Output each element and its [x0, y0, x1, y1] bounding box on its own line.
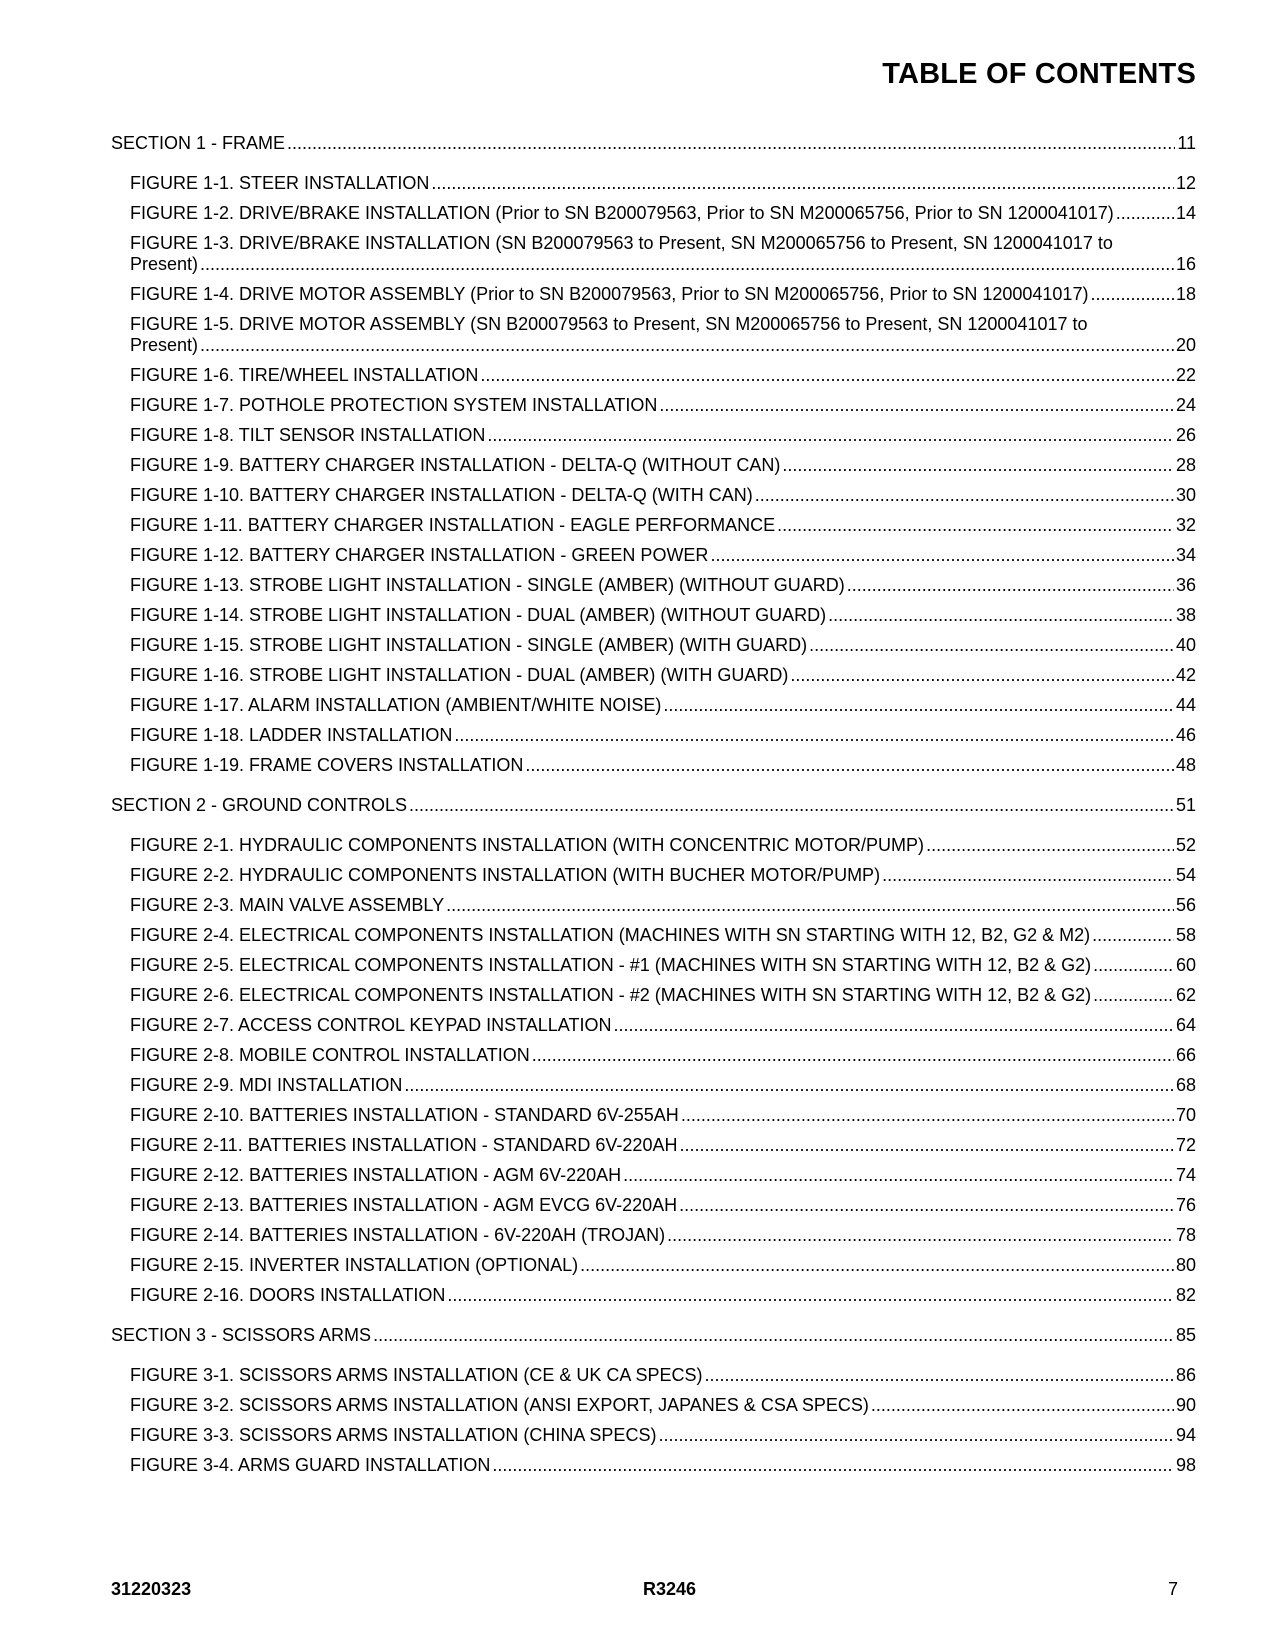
dot-leader: [1093, 955, 1174, 976]
dot-leader: [431, 173, 1174, 194]
toc-figure-entry[interactable]: [111, 750, 1196, 780]
toc-entry-title: FIGURE 2-16. DOORS INSTALLATION: [130, 1284, 446, 1305]
toc-page-number: 38: [1175, 604, 1196, 625]
toc-entry-title: FIGURE 2-7. ACCESS CONTROL KEYPAD INSTALLATION: [130, 1014, 612, 1035]
dot-leader: [580, 1255, 1174, 1276]
toc-entry-title: FIGURE 1-4. DRIVE MOTOR ASSEMBLY (Prior to SN B200079563, Prior to SN M200065756, Prior to SN 1200041017): [130, 283, 1089, 304]
toc-page-number: 28: [1175, 454, 1196, 475]
toc-entry-title: FIGURE 1-1. STEER INSTALLATION: [130, 172, 430, 193]
toc-figure-entry[interactable]: [111, 1160, 1196, 1190]
dot-leader: [1090, 284, 1174, 305]
dot-leader: [679, 1195, 1174, 1216]
toc-figure-entry[interactable]: [111, 1450, 1196, 1480]
dot-leader: [828, 605, 1174, 626]
dot-leader: [287, 133, 1175, 154]
toc-entry-title: FIGURE 1-8. TILT SENSOR INSTALLATION: [130, 424, 486, 445]
toc-page-number: 62: [1175, 984, 1196, 1005]
toc-page-number: 72: [1175, 1134, 1196, 1155]
dot-leader: [659, 395, 1174, 416]
footer-page-number: 7: [1168, 1579, 1179, 1599]
toc-entry-title: FIGURE 1-11. BATTERY CHARGER INSTALLATION - EAGLE PERFORMANCE: [130, 514, 776, 535]
toc-page-number: 46: [1175, 724, 1196, 745]
toc-entry-title: FIGURE 2-9. MDI INSTALLATION: [130, 1074, 403, 1095]
toc-figure-entry[interactable]: [111, 830, 1196, 860]
toc-figure-entry[interactable]: [111, 228, 1196, 279]
toc-figure-entry[interactable]: [111, 420, 1196, 450]
toc-figure-entry[interactable]: [111, 1100, 1196, 1130]
toc-figure-entry[interactable]: [111, 450, 1196, 480]
toc-figure-entry[interactable]: [111, 1190, 1196, 1220]
toc-entry-title: FIGURE 3-4. ARMS GUARD INSTALLATION: [130, 1454, 491, 1475]
toc-figure-entry[interactable]: [111, 390, 1196, 420]
toc-page-number: 82: [1175, 1284, 1196, 1305]
toc-page-number: 14: [1175, 202, 1196, 223]
toc-page-number: 80: [1175, 1254, 1196, 1275]
toc-figure-entry[interactable]: [111, 198, 1196, 228]
toc-entry-title: FIGURE 1-18. LADDER INSTALLATION: [130, 724, 453, 745]
dot-leader: [755, 485, 1174, 506]
dot-leader: [704, 1365, 1174, 1386]
toc-figure-entry[interactable]: [111, 950, 1196, 980]
dot-leader: [447, 1285, 1174, 1306]
toc-entry-title: FIGURE 1-14. STROBE LIGHT INSTALLATION - DUAL (AMBER) (WITHOUT GUARD): [130, 604, 827, 625]
dot-leader: [777, 515, 1174, 536]
toc-entry-title: FIGURE 1-5. DRIVE MOTOR ASSEMBLY (SN B200079563 to Present, SN M200065756 to Present, SN 1200041017 to: [130, 313, 1088, 334]
toc-entry-title-continued: Present): [130, 334, 199, 355]
toc-figure-entry[interactable]: [111, 1070, 1196, 1100]
toc-figure-entry[interactable]: [111, 890, 1196, 920]
toc-figure-entry[interactable]: [111, 1250, 1196, 1280]
toc-figure-entry[interactable]: [111, 720, 1196, 750]
dot-leader: [454, 725, 1174, 746]
dot-leader: [446, 895, 1174, 916]
toc-page-number: 85: [1175, 1324, 1196, 1345]
toc-entry-title: FIGURE 3-3. SCISSORS ARMS INSTALLATION (CHINA SPECS): [130, 1424, 657, 1445]
toc-page-number: 12: [1175, 172, 1196, 193]
dot-leader: [1116, 203, 1174, 224]
table-of-contents: [111, 128, 1196, 1480]
toc-entry-title: FIGURE 2-6. ELECTRICAL COMPONENTS INSTALLATION - #2 (MACHINES WITH SN STARTING WITH 12, B2 & G2): [130, 984, 1092, 1005]
toc-page-number: 54: [1175, 864, 1196, 885]
toc-figure-entry[interactable]: [111, 510, 1196, 540]
dot-leader: [782, 455, 1174, 476]
dot-leader: [1092, 925, 1174, 946]
toc-entry-line: [130, 233, 1196, 254]
toc-figure-entry[interactable]: [111, 1280, 1196, 1310]
toc-page-number: 40: [1175, 634, 1196, 655]
toc-entry-title: FIGURE 1-13. STROBE LIGHT INSTALLATION - SINGLE (AMBER) (WITHOUT GUARD): [130, 574, 845, 595]
toc-entry-title: FIGURE 2-5. ELECTRICAL COMPONENTS INSTALLATION - #1 (MACHINES WITH SN STARTING WITH 12, B2 & G2): [130, 954, 1092, 975]
dot-leader: [809, 635, 1174, 656]
toc-section-entry[interactable]: [111, 1320, 1196, 1350]
toc-entry-title: FIGURE 2-12. BATTERIES INSTALLATION - AGM 6V-220AH: [130, 1164, 622, 1185]
toc-entry-line: [130, 254, 1196, 275]
toc-entry-title: FIGURE 2-4. ELECTRICAL COMPONENTS INSTALLATION (MACHINES WITH SN STARTING WITH 12, B2, G2 & M2): [130, 924, 1091, 945]
toc-entry-title: FIGURE 1-12. BATTERY CHARGER INSTALLATION - GREEN POWER: [130, 544, 709, 565]
toc-figure-entry[interactable]: [111, 480, 1196, 510]
footer-model: R3246: [643, 1579, 697, 1599]
toc-page-number: 44: [1175, 694, 1196, 715]
toc-page-number: 68: [1175, 1074, 1196, 1095]
dot-leader: [871, 1395, 1174, 1416]
toc-page-number: 32: [1175, 514, 1196, 535]
toc-entry-title: FIGURE 2-3. MAIN VALVE ASSEMBLY: [130, 894, 445, 915]
dot-leader: [663, 695, 1174, 716]
dot-leader: [790, 665, 1174, 686]
dot-leader: [487, 425, 1174, 446]
toc-entry-title: FIGURE 1-17. ALARM INSTALLATION (AMBIENT/WHITE NOISE): [130, 694, 662, 715]
toc-page-number: 64: [1175, 1014, 1196, 1035]
toc-page-number: 86: [1175, 1364, 1196, 1385]
toc-page-number: 51: [1175, 794, 1196, 815]
toc-entry-line: [130, 335, 1196, 356]
toc-page-number: 52: [1175, 834, 1196, 855]
toc-figure-entry[interactable]: [111, 540, 1196, 570]
toc-entry-title: SECTION 3 - SCISSORS ARMS: [111, 1324, 372, 1345]
dot-leader: [681, 1105, 1174, 1126]
dot-leader: [492, 1455, 1174, 1476]
dot-leader: [373, 1325, 1174, 1346]
toc-figure-entry[interactable]: [111, 980, 1196, 1010]
toc-page-number: 36: [1175, 574, 1196, 595]
toc-figure-entry[interactable]: [111, 660, 1196, 690]
toc-entry-title: FIGURE 2-15. INVERTER INSTALLATION (OPTIONAL): [130, 1254, 579, 1275]
page-title: TABLE OF CONTENTS: [882, 58, 1196, 90]
toc-entry-title: FIGURE 1-16. STROBE LIGHT INSTALLATION - DUAL (AMBER) (WITH GUARD): [130, 664, 789, 685]
toc-page-number: 66: [1175, 1044, 1196, 1065]
toc-figure-entry[interactable]: [111, 1130, 1196, 1160]
dot-leader: [710, 545, 1174, 566]
toc-page-number: 74: [1175, 1164, 1196, 1185]
toc-page-number: 18: [1175, 283, 1196, 304]
toc-entry-title: FIGURE 2-14. BATTERIES INSTALLATION - 6V-220AH (TROJAN): [130, 1224, 666, 1245]
toc-page-number: 70: [1175, 1104, 1196, 1125]
toc-entry-title: FIGURE 1-6. TIRE/WHEEL INSTALLATION: [130, 364, 479, 385]
toc-page-number: 20: [1175, 334, 1196, 355]
toc-figure-entry[interactable]: [111, 279, 1196, 309]
toc-figure-entry[interactable]: [111, 168, 1196, 198]
toc-page-number: 24: [1175, 394, 1196, 415]
toc-page-number: 30: [1175, 484, 1196, 505]
toc-entry-title: FIGURE 2-2. HYDRAULIC COMPONENTS INSTALLATION (WITH BUCHER MOTOR/PUMP): [130, 864, 881, 885]
toc-entry-title-continued: Present): [130, 253, 199, 274]
toc-page-number: 22: [1175, 364, 1196, 385]
toc-figure-entry[interactable]: [111, 1360, 1196, 1390]
toc-entry-title: FIGURE 3-2. SCISSORS ARMS INSTALLATION (ANSI EXPORT, JAPANES & CSA SPECS): [130, 1394, 869, 1415]
toc-figure-entry[interactable]: [111, 360, 1196, 390]
dot-leader: [613, 1015, 1174, 1036]
toc-page-number: 76: [1175, 1194, 1196, 1215]
toc-page-number: 42: [1175, 664, 1196, 685]
toc-page-number: 78: [1175, 1224, 1196, 1245]
toc-figure-entry[interactable]: [111, 1390, 1196, 1420]
toc-page-number: 90: [1175, 1394, 1196, 1415]
toc-entry-title: FIGURE 1-3. DRIVE/BRAKE INSTALLATION (SN B200079563 to Present, SN M200065756 to Present, SN 1200041017 to: [130, 232, 1113, 253]
toc-figure-entry[interactable]: [111, 309, 1196, 360]
toc-entry-title: FIGURE 1-15. STROBE LIGHT INSTALLATION - SINGLE (AMBER) (WITH GUARD): [130, 634, 808, 655]
dot-leader: [404, 1075, 1174, 1096]
toc-figure-entry[interactable]: [111, 860, 1196, 890]
dot-leader: [532, 1045, 1174, 1066]
toc-figure-entry[interactable]: [111, 1010, 1196, 1040]
toc-entry-title: FIGURE 1-2. DRIVE/BRAKE INSTALLATION (Prior to SN B200079563, Prior to SN M200065756, Prior to SN 1200041017): [130, 202, 1114, 223]
toc-figure-entry[interactable]: [111, 600, 1196, 630]
dot-leader: [847, 575, 1174, 596]
toc-entry-title: FIGURE 1-9. BATTERY CHARGER INSTALLATION - DELTA-Q (WITHOUT CAN): [130, 454, 781, 475]
dot-leader: [480, 365, 1174, 386]
dot-leader: [679, 1135, 1174, 1156]
toc-entry-line: [130, 314, 1196, 335]
dot-leader: [658, 1425, 1174, 1446]
toc-page-number: 26: [1175, 424, 1196, 445]
toc-entry-title: FIGURE 2-10. BATTERIES INSTALLATION - STANDARD 6V-255AH: [130, 1104, 679, 1125]
toc-page-number: 94: [1175, 1424, 1196, 1445]
toc-figure-entry[interactable]: [111, 630, 1196, 660]
dot-leader: [1093, 985, 1174, 1006]
toc-section-entry[interactable]: [111, 128, 1196, 158]
dot-leader: [525, 755, 1174, 776]
toc-figure-entry[interactable]: [111, 1040, 1196, 1070]
toc-page-number: 34: [1175, 544, 1196, 565]
toc-figure-entry[interactable]: [111, 690, 1196, 720]
toc-page-number: 11: [1177, 132, 1196, 153]
dot-leader: [200, 254, 1174, 275]
toc-figure-entry[interactable]: [111, 570, 1196, 600]
toc-figure-entry[interactable]: [111, 920, 1196, 950]
toc-entry-title: FIGURE 2-11. BATTERIES INSTALLATION - STANDARD 6V-220AH: [130, 1134, 678, 1155]
toc-entry-title: FIGURE 2-8. MOBILE CONTROL INSTALLATION: [130, 1044, 530, 1065]
toc-entry-title: SECTION 2 - GROUND CONTROLS: [111, 794, 408, 815]
toc-page-number: 16: [1175, 253, 1196, 274]
toc-figure-entry[interactable]: [111, 1220, 1196, 1250]
toc-entry-title: FIGURE 3-1. SCISSORS ARMS INSTALLATION (CE & UK CA SPECS): [130, 1364, 703, 1385]
toc-page-number: 60: [1175, 954, 1196, 975]
dot-leader: [926, 835, 1174, 856]
toc-section-entry[interactable]: [111, 790, 1196, 820]
toc-page-number: 98: [1175, 1454, 1196, 1475]
dot-leader: [623, 1165, 1174, 1186]
toc-entry-title: SECTION 1 - FRAME: [111, 132, 286, 153]
toc-page-number: 58: [1175, 924, 1196, 945]
toc-entry-title: FIGURE 2-1. HYDRAULIC COMPONENTS INSTALLATION (WITH CONCENTRIC MOTOR/PUMP): [130, 834, 925, 855]
dot-leader: [882, 865, 1174, 886]
dot-leader: [667, 1225, 1174, 1246]
dot-leader: [200, 335, 1174, 356]
toc-entry-title: FIGURE 1-7. POTHOLE PROTECTION SYSTEM INSTALLATION: [130, 394, 658, 415]
dot-leader: [409, 795, 1174, 816]
toc-page-number: 56: [1175, 894, 1196, 915]
toc-figure-entry[interactable]: [111, 1420, 1196, 1450]
toc-entry-title: FIGURE 1-10. BATTERY CHARGER INSTALLATION - DELTA-Q (WITH CAN): [130, 484, 753, 505]
toc-page-number: 48: [1175, 754, 1196, 775]
toc-entry-title: FIGURE 1-19. FRAME COVERS INSTALLATION: [130, 754, 524, 775]
footer-doc-number: 31220323: [111, 1579, 192, 1599]
toc-entry-title: FIGURE 2-13. BATTERIES INSTALLATION - AGM EVCG 6V-220AH: [130, 1194, 678, 1215]
